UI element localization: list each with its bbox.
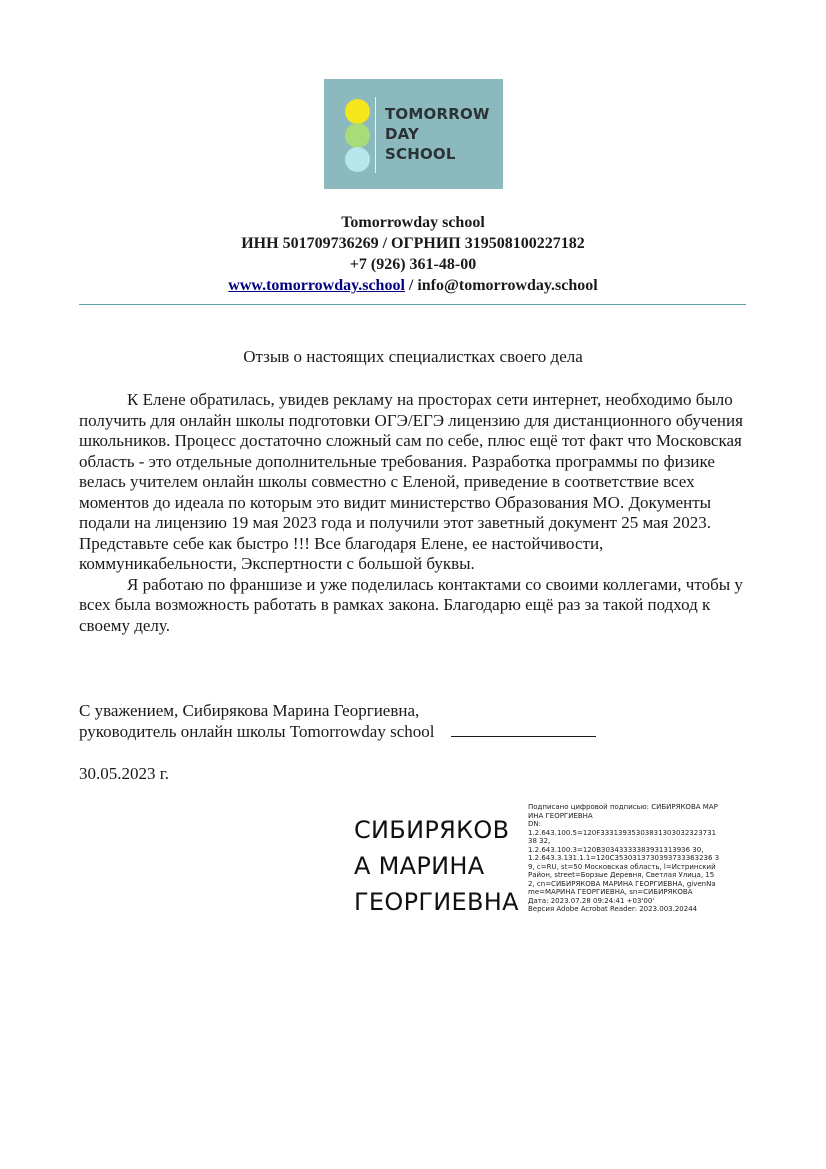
letterhead [0, 212, 826, 296]
logo-dot-yellow [345, 99, 370, 124]
sig-name-line-3: ГЕОРГИЕВНА [354, 888, 519, 916]
org-phone: +7 (926) 361-48-00 [349, 256, 477, 273]
email-text: / info@tomorrowday.school [404, 277, 598, 294]
sig-detail-date: Дата: 2023.07.28 09:24:41 +03'00' [528, 896, 655, 905]
closing-greeting: С уважением, Сибирякова Марина Георгиевна, [79, 701, 420, 720]
closing-title-line [79, 722, 596, 743]
sig-name-line-2: А МАРИНА [354, 852, 485, 880]
closing-title: руководитель онлайн школы Tomorrowday school [79, 721, 435, 741]
sig-name-line-1: СИБИРЯКОВ [354, 816, 510, 844]
logo-divider [375, 97, 376, 173]
logo-line-2: DAY [385, 125, 420, 143]
sig-detail-oid-3: 1.2.643.3.131.1.1=120C3530313730393733363236 39, c=RU, st=50 Московская область, l=Истринский Район, street=Борзые Деревня, Светлая Улица, 152, cn=СИБИРЯКОВА МАРИНА ГЕОРГИЕВНА, givenName=МАРИНА ГЕОРГИЕВНА, sn=СИБИРЯКОВА [528, 854, 720, 896]
body-paragraph-1: К Елене обратилась, увидев рекламу на просторах сети интернет, необходимо было получить для онлайн школы подготовки ОГЭ/ЕГЭ лицензию для дистанционного обучения школьников. Процесс достаточно сложный сам по себе, плюс ещё тот факт что Московская область - это отдельные дополнительные требования. Разработка программы по физике велась учителем онлайн школы совместно с Еленой, приведение в соответствие всех моментов до идеала по которым это видит министерство Образования МО. Документы подали на лицензию 19 мая 2023 года и получили этот заветный документ 25 мая 2023. Представьте себе как быстро !!! Все благодаря Елене, ее настойчивости, коммуникабельности, Экспертности с большой буквы. [79, 390, 743, 573]
website-link[interactable]: www.tomorrowday.school [228, 277, 405, 294]
logo-dot-green [345, 123, 370, 148]
letter-body [79, 390, 747, 636]
logo-dot-blue [345, 147, 370, 172]
sig-detail-signed-by: Подписано цифровой подписью: СИБИРЯКОВА МАРИНА ГЕОРГИЕВНА [528, 803, 718, 820]
org-ids: ИНН 501709736269 / ОГРНИП 319508100227182 [241, 235, 585, 252]
digital-signature-name [354, 812, 519, 920]
sig-detail-dn-label: DN: [528, 820, 541, 828]
body-paragraph-2: Я работаю по франшизе и уже поделилась контактами со своими коллегами, чтобы у всех была возможность работать в рамках закона. Благодарю ещё раз за такой подход к своему делу. [79, 574, 743, 635]
logo-line-3: SCHOOL [385, 145, 456, 163]
sig-detail-oid-1: 1.2.643.100.5=120F3331393530383130303232373138 32, [528, 828, 717, 845]
digital-signature-details [528, 803, 720, 914]
school-logo [324, 79, 503, 189]
sig-detail-version: Версия Adobe Acrobat Reader: 2023.003.20244 [528, 905, 698, 913]
signature-line [451, 726, 596, 737]
org-contacts [0, 275, 826, 296]
logo-wordmark [385, 104, 490, 164]
letter-subject: Отзыв о настоящих специалистках своего дела [243, 347, 583, 366]
letter-date: 30.05.2023 г. [79, 764, 170, 783]
org-name: Tomorrowday school [341, 214, 485, 231]
logo-line-1: TOMORROW [385, 105, 490, 123]
closing-block [79, 701, 596, 742]
sig-detail-oid-2: 1.2.643.100.3=120B30343333383931313936 30, [528, 845, 704, 854]
header-divider [79, 304, 746, 305]
